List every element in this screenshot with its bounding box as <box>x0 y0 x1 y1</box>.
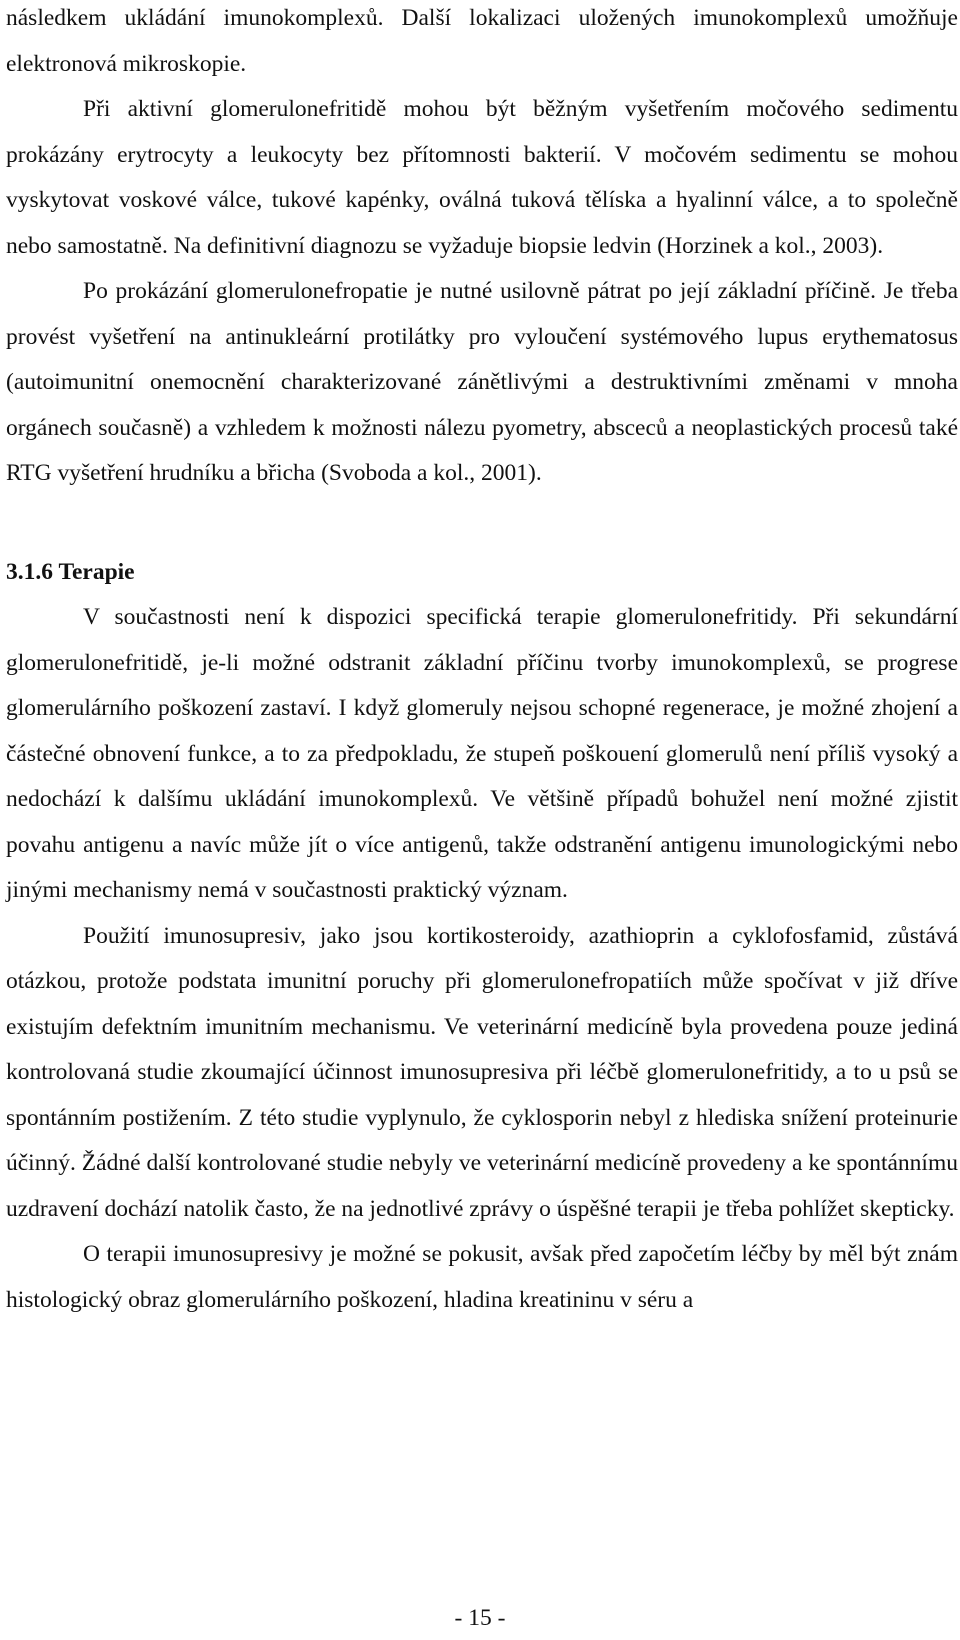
document-page <box>6 0 958 1323</box>
paragraph-therapy: V součastnosti není k dispozici specifická terapie glomerulonefritidy. Při sekundární glomerulonefritidě, je-li možné odstranit základní příčinu tvorby imunokomplexů, se progrese glomerulárního poškození zastaví. I když glomeruly nejsou schopné regenerace, je možné zhojení a částečné obnovení funkce, a to za předpokladu, že stupeň poškouení glomerulů není příliš vysoký a nedochází k dalšímu ukládání imunokomplexů. Ve většině případů bohužel není možné zjistit povahu antigenu a navíc může jít o více antigenů, takže odstranění antigenu imunologickými nebo jinými mechanismy nemá v součastnosti praktický význam. <box>6 604 958 903</box>
page-number: - 15 - <box>454 1605 506 1631</box>
paragraph-immunosuppressives: Použití imunosupresiv, jako jsou kortikosteroidy, azathioprin a cyklofosfamid, zůstává otázkou, protože podstata imunitní poruchy při glomerulonefropatiích může spočívat v již dříve existujím defektním imunitním mechanismu. Ve veterinární medicíně byla provedena pouze jediná kontrolovaná studie zkoumající účinnost imunosupresiva při léčbě glomerulonefritidy, a to u psů se spontánním postižením. Z této studie vyplynulo, že cyklosporin nebyl z hlediska snížení proteinurie účinný. Žádné další kontrolované studie nebyly ve veterinární medicíně provedeny a ke spontánnímu uzdravení dochází natolik často, že na jednotlivé zprávy o úspěšné terapii je třeba pohlížet skepticky. <box>6 922 958 1222</box>
paragraph-continuation: následkem ukládání imunokomplexů. Další lokalizaci uložených imunokomplexů umožňuje elektronová mikroskopie. <box>6 5 958 77</box>
section-heading: 3.1.6 Terapie <box>6 558 135 585</box>
paragraph-underlying-cause: Po prokázání glomerulonefropatie je nutné usilovně pátrat po její základní příčině. Je třeba provést vyšetření na antinukleární protilátky pro vyloučení systémového lupus erythematosus (autoimunitní onemocnění charakterizované zánětlivými a destruktivními změnami v mnoha orgánech současně) a vzhledem k možnosti nálezu pyometry, absceců a neoplastických procesů také RTG vyšetření hrudníku a břicha (Svoboda a kol., 2001). <box>6 278 958 486</box>
paragraph-immunosuppression-attempt: O terapii imunosupresivy je možné se pokusit, avšak před započetím léčby by měl být znám histologický obraz glomerulárního poškození, hladina kreatininu v séru a <box>6 1241 958 1313</box>
paragraph-urine-sediment: Při aktivní glomerulonefritidě mohou být běžným vyšetřením močového sedimentu prokázány erytrocyty a leukocyty bez přítomnosti bakterií. V močovém sedimentu se mohou vyskytovat voskové válce, tukové kapénky, oválná tuková tělíska a hyalinní válce, a to společně nebo samostatně. Na definitivní diagnozu se vyžaduje biopsie ledvin (Horzinek a kol., 2003). <box>6 96 958 259</box>
